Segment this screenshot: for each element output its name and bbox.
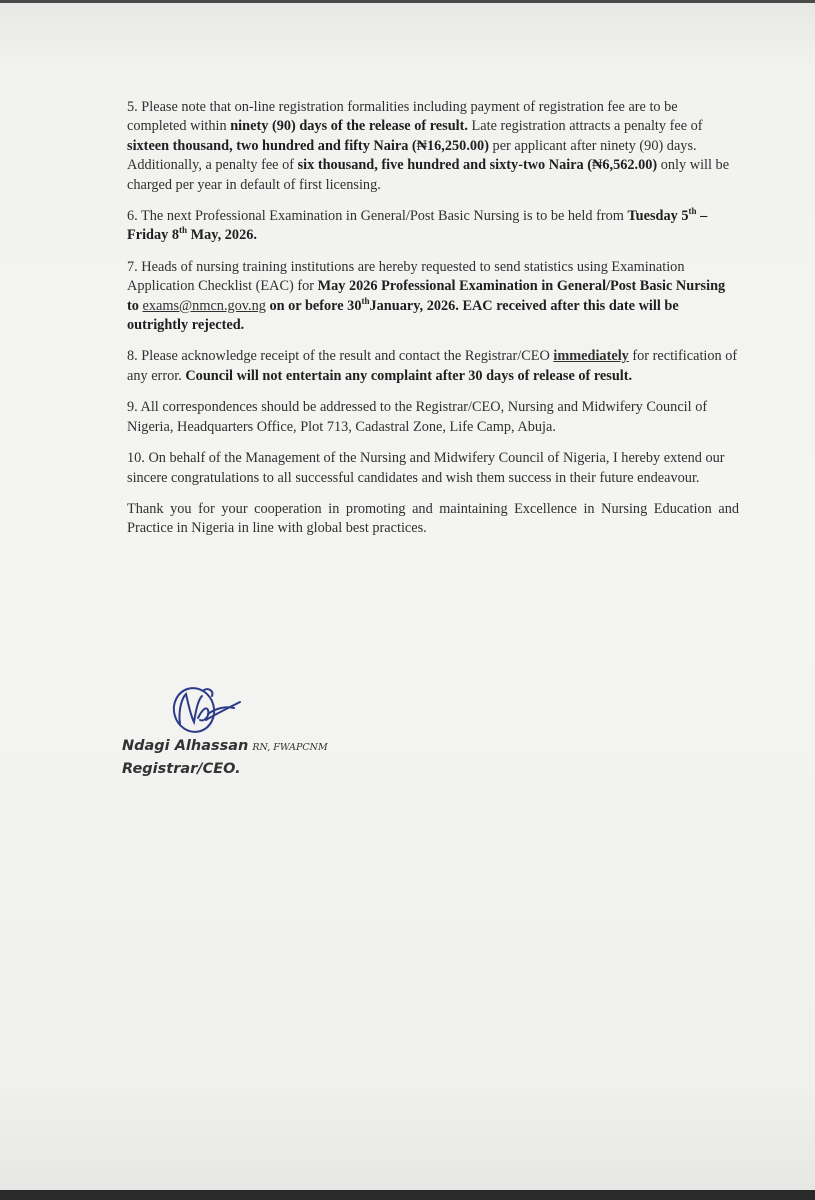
p7-bold-deadline: January, 2026. EAC received after this date will be outrightly rejected. [127, 297, 679, 334]
p6-date-start: Tuesday 5 [627, 208, 689, 225]
paragraph-5 [127, 98, 739, 195]
p6-date-end: – Friday 8 [127, 208, 708, 244]
paragraph-10 [127, 449, 739, 488]
paragraph-6 [127, 207, 739, 246]
p6-date-year: May, 2026. [187, 227, 257, 244]
handwritten-signature [164, 680, 244, 744]
p5-text-3: per applicant after ninety (90) days. Additionally, a penalty fee of [127, 137, 697, 174]
p8-text-1: 8. Please acknowledge receipt of the result and contact the Registrar/CEO [127, 348, 554, 365]
signatory-credentials: RN, FWAPCNM [252, 742, 328, 753]
p6-sup-2: th [179, 225, 188, 236]
p9-text: 9. All correspondences should be addressed to the Registrar/CEO, Nursing and Midwifery Council of Nigeria, Headquarters Office, Plot 713, Cadastral Zone, Life Camp, Abuja. [127, 399, 708, 435]
p10-text: 10. On behalf of the Management of the Nursing and Midwifery Council of Nigeria, I hereby extend our sincere congratulations to all successful candidates and wish them success in their future endeavour. [127, 450, 725, 486]
closing-text: Thank you for your cooperation in promoting and maintaining Excellence in Nursing Education and Practice in Nigeria in line with global best practices. [127, 500, 739, 537]
p6-text-1: 6. The next Professional Examination in General/Post Basic Nursing is to be held from [127, 208, 628, 225]
p5-bold-licensing-fee: six thousand, five hundred and sixty-two Naira (₦6,562.00) [297, 157, 658, 174]
p5-text-4: only will be charged per year in default of first licensing. [127, 157, 730, 193]
p5-text-1: 5. Please note that on-line registration formalities including payment of registration fee are to be completed within [127, 99, 678, 135]
p8-text-2: for rectification of any error. [127, 348, 738, 384]
signatory-title: Registrar/CEO. [122, 761, 241, 777]
p6-sup-1: th [688, 206, 697, 217]
p8-bold-complaint: Council will not entertain any complaint after 30 days of release of result. [185, 367, 633, 384]
signatory-name [122, 738, 328, 754]
p5-text-2: Late registration attracts a penalty fee of [467, 118, 703, 135]
p8-underline-immediately: immediately [553, 348, 629, 365]
scan-bottom-edge [0, 1190, 815, 1200]
email-link[interactable]: exams@nmcn.gov.ng [142, 297, 266, 314]
paragraph-8 [127, 347, 739, 386]
closing-paragraph [127, 500, 739, 539]
p7-sup-1: th [361, 295, 370, 306]
paragraph-7 [127, 258, 739, 336]
letter-body [127, 98, 739, 551]
p5-bold-deadline: ninety (90) days of the release of result. [230, 118, 468, 135]
p7-bold-exam: May 2026 Professional Examination in General/Post Basic Nursing to [127, 278, 726, 314]
p7-bold-before: on or before 30 [265, 297, 362, 314]
signatory-name-text: Ndagi Alhassan [122, 738, 249, 754]
p5-bold-late-fee: sixteen thousand, two hundred and fifty Naira (₦16,250.00) [127, 137, 489, 154]
p7-text-1: 7. Heads of nursing training institutions are hereby requested to send statistics using Examination Application Checklist (EAC) for [127, 258, 685, 295]
scan-top-edge [0, 0, 815, 3]
paragraph-9 [127, 398, 739, 437]
